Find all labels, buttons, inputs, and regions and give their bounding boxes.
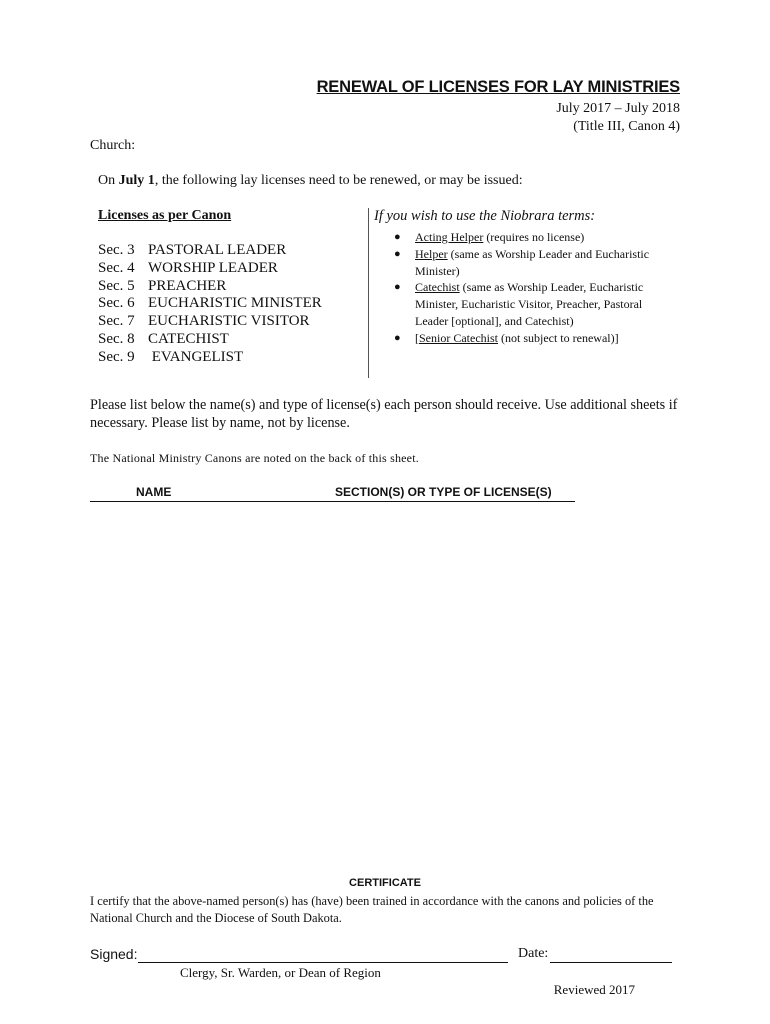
date-range: July 2017 – July 2018 [556, 101, 680, 116]
niobrara-terms-column [374, 208, 664, 347]
canon-license-name: EUCHARISTIC MINISTER [148, 295, 322, 312]
canon-license-name: EUCHARISTIC VISITOR [148, 313, 310, 330]
canon-license-row [98, 313, 358, 331]
license-type-column-header: SECTION(S) OR TYPE OF LICENSE(S) [335, 485, 552, 499]
niobrara-term-item [374, 279, 664, 329]
list-header [90, 485, 575, 502]
intro-prefix: On [98, 173, 119, 188]
signature-caption: Clergy, Sr. Warden, or Dean of Region [180, 965, 381, 980]
canon-license-name: WORSHIP LEADER [148, 259, 278, 276]
niobrara-term: Catechist [415, 280, 460, 295]
niobrara-term-description: (same as Worship Leader, Eucharistic Minister, Eucharistic Visitor, Preacher, Pastoral Leader [optional], and Catechist) [415, 280, 644, 328]
canon-licenses-column [98, 208, 358, 367]
niobrara-term: Senior Catechist [419, 330, 498, 345]
niobrara-term-item [374, 229, 664, 246]
canon-licenses-heading: Licenses as per Canon [98, 208, 232, 223]
canon-license-row [98, 278, 358, 296]
intro-suffix: , the following lay licenses need to be renewed, or may be issued: [154, 173, 523, 188]
intro-date: July 1 [118, 173, 155, 188]
canon-license-name: PASTORAL LEADER [148, 242, 287, 258]
date-line[interactable] [550, 962, 672, 963]
canon-license-row [98, 349, 358, 367]
certificate-text: I certify that the above-named person(s) has (have) been trained in accordance with the canons and policies of the National Church and the Diocese of South Dakota. [90, 894, 654, 925]
niobrara-term-description: (not subject to renewal) [497, 330, 615, 345]
canon-license-row [98, 331, 358, 349]
niobrara-bracket-close: ] [614, 330, 619, 345]
canon-section-number: Sec. 9 [98, 348, 135, 365]
niobrara-term-item [374, 246, 664, 280]
bullet-icon: ● [394, 247, 401, 260]
date-label: Date: [518, 946, 549, 961]
canon-section-number: Sec. 6 [98, 295, 135, 312]
niobrara-bracket-open: [ [415, 330, 419, 345]
canon-section-number: Sec. 3 [98, 242, 135, 258]
name-column-header: NAME [136, 485, 172, 499]
canon-section-number: Sec. 8 [98, 330, 135, 347]
canon-license-row [98, 242, 358, 260]
signed-label: Signed: [90, 946, 138, 962]
canon-license-name: CATECHIST [148, 330, 229, 347]
canon-section-number: Sec. 4 [98, 259, 135, 276]
document-title: RENEWAL OF LICENSES FOR LAY MINISTRIES [316, 78, 680, 96]
reviewed-note: Reviewed 2017 [553, 982, 635, 997]
canon-licenses-list [98, 242, 358, 367]
niobrara-heading: If you wish to use the Niobrara terms: [374, 208, 596, 224]
canon-license-name: EVANGELIST [148, 348, 244, 365]
canon-reference: (Title III, Canon 4) [573, 119, 680, 134]
canons-note: The National Ministry Canons are noted on the back of this sheet. [90, 451, 419, 465]
niobrara-term: Acting Helper [415, 230, 484, 244]
niobrara-term-description: (requires no license) [483, 230, 585, 244]
canon-license-row [98, 260, 358, 278]
column-divider [368, 208, 369, 378]
bullet-icon: ● [394, 281, 401, 294]
canon-section-number: Sec. 5 [98, 277, 135, 294]
canon-license-name: PREACHER [148, 277, 227, 294]
niobrara-term-description: (same as Worship Leader and Eucharistic Minister) [415, 246, 650, 278]
bullet-icon: ● [394, 231, 401, 243]
niobrara-term-item [374, 330, 664, 347]
canon-license-row [98, 295, 358, 313]
instructions-text: Please list below the name(s) and type of license(s) each person should receive. Use additional sheets if necessary. Please list by name, not by license. [90, 397, 678, 431]
signature-line[interactable] [138, 962, 508, 963]
certificate-title: CERTIFICATE [349, 877, 421, 889]
intro-text [98, 173, 523, 189]
bullet-icon: ● [394, 331, 401, 344]
niobrara-term: Helper [415, 246, 448, 261]
niobrara-terms-list [374, 229, 664, 347]
canon-section-number: Sec. 7 [98, 313, 135, 330]
church-label: Church: [90, 138, 136, 153]
